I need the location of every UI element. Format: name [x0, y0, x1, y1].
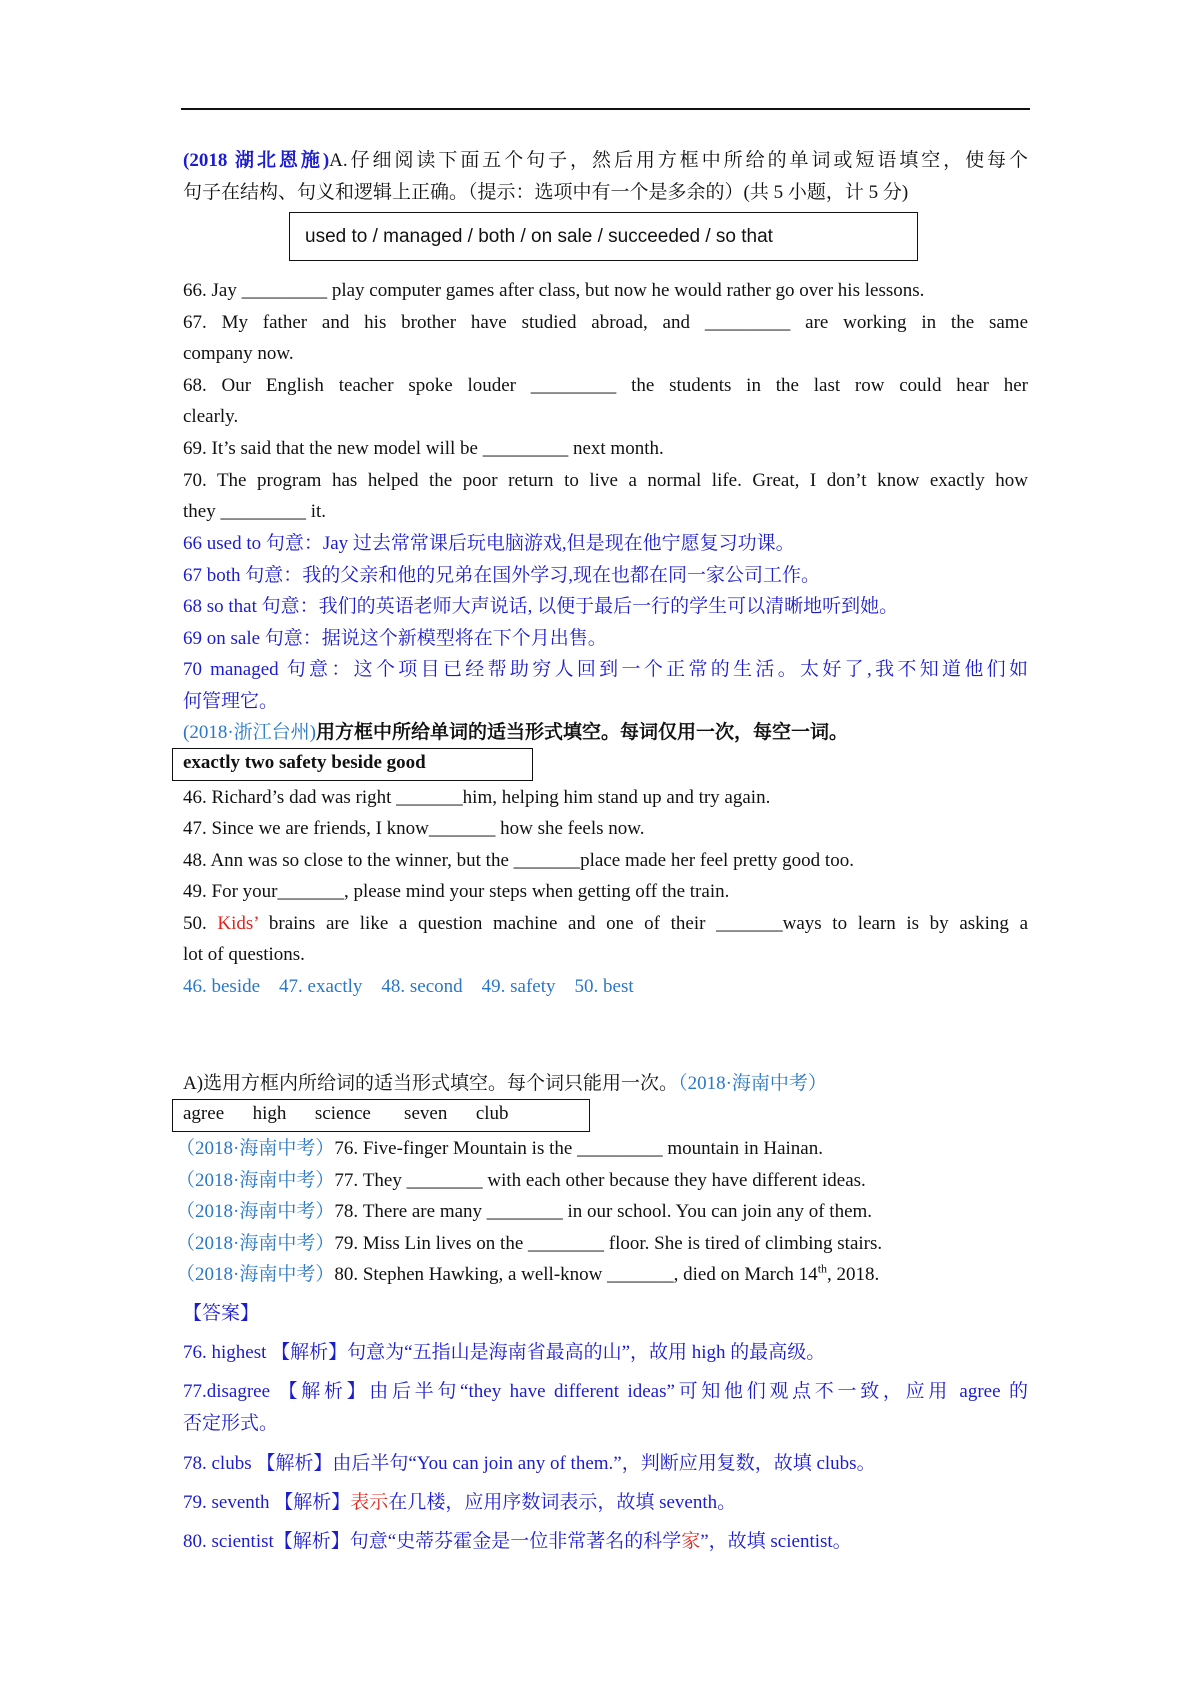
question-47: 47. Since we are friends, I know_______ how she feels now.	[183, 818, 645, 839]
sec3-word-box: agree high science seven club	[172, 1099, 590, 1132]
question-50-line2: lot of questions.	[183, 944, 305, 965]
question-69: 69. It’s said that the new model will be _________ next month.	[183, 438, 664, 459]
sec1-source: (2018 湖北恩施)	[183, 150, 330, 171]
sec2-instruction: (2018·浙江台州)用方框中所给单词的适当形式填空。每词仅用一次，每空一词。	[183, 722, 848, 743]
answer-66: 66 used to 句意：Jay 过去常常课后玩电脑游戏,但是现在他宁愿复习功课。	[183, 533, 795, 554]
question-80: （2018·海南中考）80. Stephen Hawking, a well-know _______, died on March 14th, 2018.	[176, 1261, 880, 1285]
question-79: （2018·海南中考）79. Miss Lin lives on the ________ floor. She is tired of climbing stairs.	[176, 1233, 883, 1254]
answer-69: 69 on sale 句意：据说这个新模型将在下个月出售。	[183, 628, 607, 649]
sec1-instruction-line1: (2018 湖北恩施)A.仔细阅读下面五个句子，然后用方框中所给的单词或短语填空，使每个	[183, 150, 1029, 171]
answer-78: 78. clubs 【解析】由后半句“You can join any of them.”，判断应用复数，故填 clubs。	[183, 1453, 876, 1474]
header-rule	[181, 108, 1030, 110]
sec3-source: （2018·海南中考）	[678, 1073, 827, 1094]
answer-76: 76. highest 【解析】句意为“五指山是海南省最高的山”，故用 high 的最高级。	[183, 1342, 826, 1363]
question-68-line1: 68. Our English teacher spoke louder _________ the students in the last row could hear her	[183, 375, 1028, 396]
sec2-answers: 46. beside 47. exactly 48. second 49. safety 50. best	[183, 976, 634, 997]
question-66: 66. Jay _________ play computer games after class, but now he would rather go over his lessons.	[183, 280, 925, 301]
answer-heading: 【答案】	[183, 1303, 260, 1324]
question-78: （2018·海南中考）78. There are many ________ in our school. You can join any of them.	[176, 1201, 873, 1222]
question-68-line2: clearly.	[183, 406, 239, 427]
question-70-line1: 70. The program has helped the poor return to live a normal life. Great, I don’t know exactly how	[183, 470, 1028, 491]
question-49: 49. For your_______, please mind your steps when getting off the train.	[183, 881, 730, 902]
question-67-line2: company now.	[183, 343, 294, 364]
answer-77-line2: 否定形式。	[183, 1413, 279, 1434]
sec1-word-box: used to / managed / both / on sale / succeeded / so that	[289, 212, 918, 261]
answer-79: 79. seventh 【解析】表示在几楼，应用序数词表示，故填 seventh。	[183, 1492, 737, 1513]
answer-77-line1: 77.disagree 【解析】由后半句“they have different ideas”可知他们观点不一致，应用 agree 的	[183, 1381, 1028, 1402]
question-67-line1: 67. My father and his brother have studied abroad, and _________ are working in the same	[183, 312, 1028, 333]
sec2-word-box: exactly two safety beside good	[172, 748, 533, 781]
answer-80: 80. scientist【解析】句意“史蒂芬霍金是一位非常著名的科学家”，故填 scientist。	[183, 1531, 852, 1552]
sec2-source: (2018·浙江台州)	[183, 722, 316, 743]
question-76: （2018·海南中考）76. Five-finger Mountain is the _________ mountain in Hainan.	[176, 1138, 823, 1159]
question-48: 48. Ann was so close to the winner, but the _______place made her feel pretty good too.	[183, 850, 854, 871]
question-77: （2018·海南中考）77. They ________ with each other because they have different ideas.	[176, 1170, 866, 1191]
sec1-instruction-line2: 句子在结构、句义和逻辑上正确。（提示：选项中有一个是多余的）(共 5 小题，计 5 分)	[183, 182, 909, 203]
question-70-line2: they _________ it.	[183, 501, 327, 522]
answer-68: 68 so that 句意：我们的英语老师大声说话, 以便于最后一行的学生可以清晰地听到她。	[183, 596, 899, 617]
sec3-instruction: A)选用方框内所给词的适当形式填空。每个词只能用一次。（2018·海南中考）	[183, 1073, 827, 1094]
question-50-line1: 50. Kids’ brains are like a question machine and one of their _______ways to learn is by asking a	[183, 913, 1028, 934]
answer-70-line1: 70 managed 句意：这个项目已经帮助穷人回到一个正常的生活。太好了,我不知道他们如	[183, 659, 1028, 680]
answer-70-line2: 何管理它。	[183, 691, 279, 712]
answer-67: 67 both 句意：我的父亲和他的兄弟在国外学习,现在也都在同一家公司工作。	[183, 565, 821, 586]
question-46: 46. Richard’s dad was right _______him, helping him stand up and try again.	[183, 787, 771, 808]
kids-highlight: Kids’	[217, 913, 259, 934]
